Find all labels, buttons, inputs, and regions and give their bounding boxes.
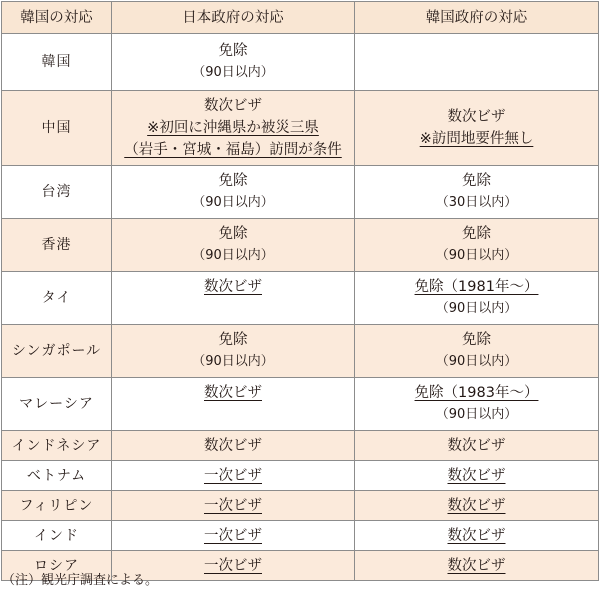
- header-country: 韓国の対応: [2, 2, 112, 34]
- japan-cell: [112, 91, 355, 166]
- korea-line: 数次ビザ: [447, 109, 506, 125]
- korea-line: （90日以内）: [435, 301, 518, 316]
- korea-line: 数次ビザ: [447, 437, 506, 454]
- japan-line: 数次ビザ: [204, 385, 262, 401]
- table-row: [2, 272, 599, 325]
- korea-cell: [355, 461, 599, 491]
- table-row: [2, 325, 599, 378]
- korea-line: 数次ビザ: [447, 557, 506, 574]
- japan-line: 一次ビザ: [204, 527, 262, 544]
- korea-line: 数次ビザ: [447, 497, 506, 514]
- table-row: [2, 378, 599, 431]
- korea-cell: [355, 378, 599, 431]
- korea-line: ※訪問地要件無し: [419, 131, 534, 147]
- country-cell: ベトナム: [2, 461, 112, 491]
- header-japan: 日本政府の対応: [112, 2, 355, 34]
- japan-cell: [112, 491, 355, 521]
- korea-line: 数次ビザ: [447, 467, 506, 484]
- korea-cell: [355, 521, 599, 551]
- japan-line: （90日以内）: [192, 65, 274, 80]
- japan-line: 免除: [218, 332, 248, 348]
- korea-cell: [355, 91, 599, 166]
- japan-line: 一次ビザ: [204, 497, 262, 514]
- japan-line: （90日以内）: [192, 248, 274, 263]
- japan-line: 免除: [218, 173, 248, 189]
- korea-cell: [355, 166, 599, 219]
- table-row: [2, 521, 599, 551]
- korea-line: 数次ビザ: [447, 527, 506, 544]
- country-cell: 香港: [2, 219, 112, 272]
- header-row: [2, 2, 599, 34]
- korea-cell: [355, 219, 599, 272]
- korea-line: （90日以内）: [435, 248, 518, 263]
- country-cell: 台湾: [2, 166, 112, 219]
- table-row: [2, 34, 599, 91]
- korea-cell: [355, 551, 599, 581]
- japan-cell: [112, 431, 355, 461]
- japan-line: 一次ビザ: [204, 467, 262, 484]
- country-cell: タイ: [2, 272, 112, 325]
- japan-cell: [112, 521, 355, 551]
- table-row: [2, 431, 599, 461]
- source-note: （注）観光庁調査による。: [2, 573, 159, 588]
- japan-line: 数次ビザ: [204, 437, 262, 454]
- japan-cell: [112, 272, 355, 325]
- korea-line: （90日以内）: [435, 407, 518, 422]
- japan-line: 免除: [218, 226, 248, 242]
- country-cell: マレーシア: [2, 378, 112, 431]
- visa-comparison-table: [1, 1, 599, 581]
- japan-line: （90日以内）: [192, 354, 274, 369]
- country-cell: シンガポール: [2, 325, 112, 378]
- japan-cell: [112, 219, 355, 272]
- japan-cell: [112, 34, 355, 91]
- table-row: [2, 91, 599, 166]
- japan-cell: [112, 166, 355, 219]
- korea-line: （30日以内）: [435, 195, 518, 210]
- table-row: [2, 491, 599, 521]
- table-row: [2, 219, 599, 272]
- country-cell: ロシア: [2, 551, 112, 581]
- korea-line: （90日以内）: [435, 354, 518, 369]
- japan-line: 数次ビザ: [204, 279, 262, 295]
- korea-line: 免除（1981年〜）: [414, 279, 539, 295]
- japan-line: 一次ビザ: [204, 557, 262, 574]
- country-cell: インド: [2, 521, 112, 551]
- country-cell: フィリピン: [2, 491, 112, 521]
- country-cell: インドネシア: [2, 431, 112, 461]
- japan-line: 免除: [218, 43, 248, 59]
- korea-cell: [355, 491, 599, 521]
- korea-cell: [355, 272, 599, 325]
- country-cell: 中国: [2, 91, 112, 166]
- japan-line: 数次ビザ: [204, 98, 262, 114]
- japan-line: （90日以内）: [192, 195, 274, 210]
- japan-line: （岩手・宮城・福島）訪問が条件: [124, 142, 342, 158]
- table-row: [2, 166, 599, 219]
- table-row: [2, 461, 599, 491]
- korea-line: 免除: [462, 332, 491, 348]
- header-korea: 韓国政府の対応: [355, 2, 599, 34]
- korea-cell: [355, 34, 599, 91]
- korea-line: 免除: [462, 226, 491, 242]
- japan-cell: [112, 461, 355, 491]
- japan-line: ※初回に沖縄県か被災三県: [147, 120, 319, 136]
- japan-cell: [112, 325, 355, 378]
- country-cell: 韓国: [2, 34, 112, 91]
- korea-cell: [355, 431, 599, 461]
- korea-line: 免除: [462, 173, 491, 189]
- korea-line: 免除（1983年〜）: [414, 385, 539, 401]
- korea-cell: [355, 325, 599, 378]
- japan-cell: [112, 378, 355, 431]
